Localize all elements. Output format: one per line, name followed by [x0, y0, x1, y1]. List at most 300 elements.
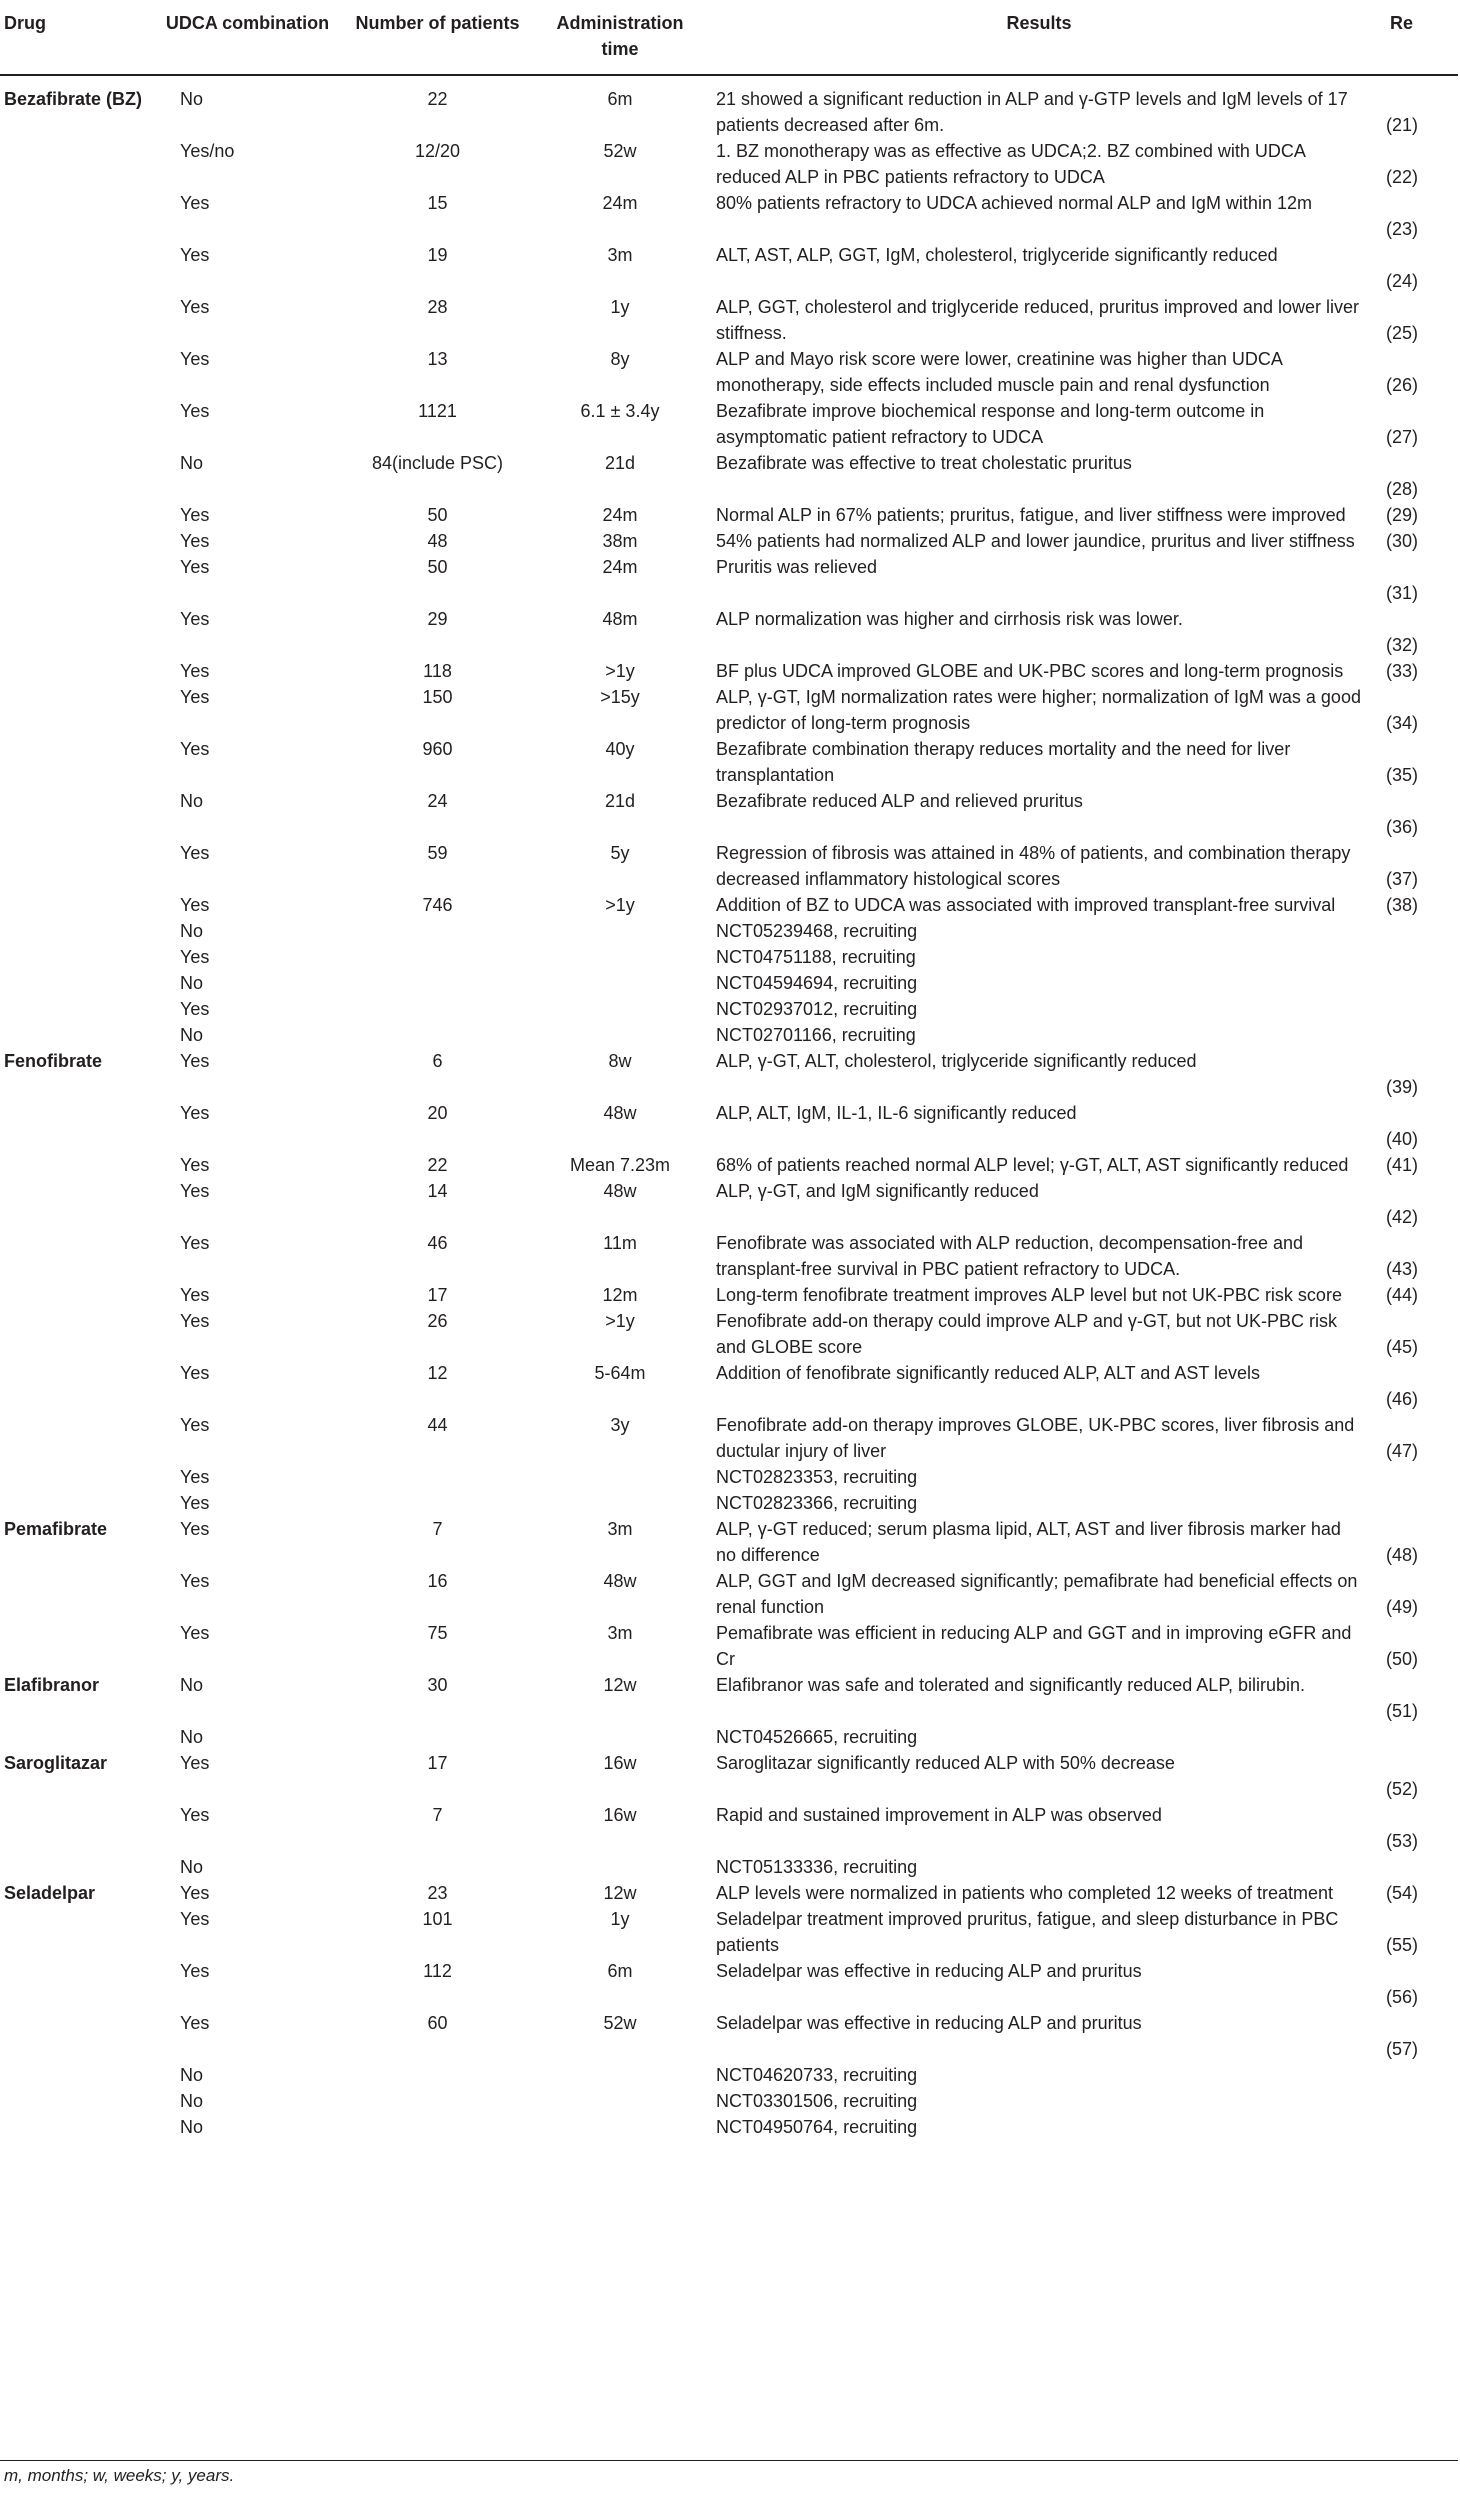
udca-combination-cell: Yes [180, 1909, 210, 1929]
administration-time-cell [530, 996, 710, 1022]
udca-combination-cell: Yes [180, 895, 210, 915]
table-row [0, 1620, 1458, 1672]
results-cell: Addition of fenofibrate significantly reduced ALP, ALT and AST levels [716, 1363, 1261, 1383]
results-cell: Normal ALP in 67% patients; pruritus, fatigue, and liver stiffness were improved [716, 505, 1346, 525]
udca-combination-cell: Yes [180, 1623, 210, 1643]
results-cell: Elafibranor was safe and tolerated and significantly reduced ALP, bilirubin. [716, 1675, 1306, 1695]
administration-time-cell: >1y [605, 661, 635, 681]
results-cell: NCT02937012, recruiting [716, 999, 918, 1019]
footer-divider [0, 2460, 1458, 2461]
number-of-patients-cell: 960 [422, 739, 453, 759]
udca-combination-cell: Yes [180, 947, 210, 967]
drug-cell [0, 996, 150, 1022]
results-cell: Pemafibrate was efficient in reducing ALP and GGT and in improving eGFR and Cr [716, 1623, 1352, 1669]
administration-time-cell: 12w [603, 1675, 637, 1695]
table-row [0, 502, 1458, 528]
number-of-patients-cell: 17 [427, 1753, 448, 1773]
number-of-patients-cell: 22 [427, 89, 448, 109]
results-cell: NCT02701166, recruiting [716, 1025, 916, 1045]
reference-cell [1368, 918, 1458, 944]
results-cell: Bezafibrate reduced ALP and relieved pruritus [716, 791, 1083, 811]
udca-combination-cell: Yes [180, 505, 210, 525]
number-of-patients-cell: 23 [427, 1883, 448, 1903]
table-row [0, 840, 1458, 892]
reference-cell: (38) [1386, 895, 1419, 915]
number-of-patients-cell: 48 [427, 531, 448, 551]
drug-cell [0, 2062, 150, 2088]
number-of-patients-cell: 29 [427, 609, 448, 629]
reference-cell: (36) [1386, 817, 1419, 837]
number-of-patients-cell: 7 [432, 1519, 443, 1539]
administration-time-cell: 52w [603, 141, 637, 161]
drug-cell [0, 736, 150, 788]
udca-combination-cell: Yes [180, 1363, 210, 1383]
table-row [0, 1906, 1458, 1958]
number-of-patients-cell: 50 [427, 505, 448, 525]
table-row [0, 1152, 1458, 1178]
udca-combination-cell: Yes [180, 1493, 210, 1513]
results-cell: ALT, AST, ALP, GGT, IgM, cholesterol, triglyceride significantly reduced [716, 245, 1278, 265]
header-drug: Drug [4, 13, 46, 33]
results-cell: Seladelpar treatment improved pruritus, fatigue, and sleep disturbance in PBC patients [716, 1909, 1339, 1955]
administration-time-cell: 5-64m [594, 1363, 646, 1383]
results-cell: ALP, GGT, cholesterol and triglyceride reduced, pruritus improved and lower liver stiffness. [716, 297, 1359, 343]
administration-time-cell: 40y [605, 739, 635, 759]
administration-time-cell: 3m [607, 1519, 633, 1539]
table-row [0, 2062, 1458, 2088]
table-row [0, 1750, 1458, 1802]
reference-cell [1368, 996, 1458, 1022]
number-of-patients-cell [345, 1854, 530, 1880]
drug-cell [0, 294, 150, 346]
table-row [0, 1360, 1458, 1412]
administration-time-cell [530, 970, 710, 996]
drug-cell [0, 190, 150, 242]
number-of-patients-cell [345, 1490, 530, 1516]
drug-cell [0, 684, 150, 736]
reference-cell: (52) [1386, 1779, 1419, 1799]
reference-cell: (30) [1386, 531, 1419, 551]
number-of-patients-cell [345, 944, 530, 970]
number-of-patients-cell: 22 [427, 1155, 448, 1175]
drug-cell [0, 1958, 150, 2010]
reference-cell [1368, 944, 1458, 970]
number-of-patients-cell: 50 [427, 557, 448, 577]
results-cell: Bezafibrate was effective to treat cholestatic pruritus [716, 453, 1132, 473]
administration-time-cell [530, 1724, 710, 1750]
results-cell: 80% patients refractory to UDCA achieved normal ALP and IgM within 12m [716, 193, 1312, 213]
reference-cell [1368, 970, 1458, 996]
table-row [0, 1048, 1458, 1100]
udca-combination-cell: No [180, 89, 204, 109]
udca-combination-cell: Yes [180, 1181, 210, 1201]
administration-time-cell: 6m [607, 89, 633, 109]
administration-time-cell: 24m [602, 505, 638, 525]
table-row [0, 996, 1458, 1022]
administration-time-cell: >15y [600, 687, 640, 707]
udca-combination-cell: Yes [180, 1051, 210, 1071]
results-cell: Saroglitazar significantly reduced ALP with 50% decrease [716, 1753, 1175, 1773]
udca-combination-cell: Yes [180, 1415, 210, 1435]
table-row [0, 1880, 1458, 1906]
administration-time-cell: 16w [603, 1805, 637, 1825]
reference-cell: (29) [1386, 505, 1419, 525]
udca-combination-cell: Yes [180, 1753, 210, 1773]
administration-time-cell: 6.1 ± 3.4y [580, 401, 660, 421]
udca-combination-cell: Yes [180, 1311, 210, 1331]
header-number-of-patients: Number of patients [355, 13, 520, 33]
drug-cell [0, 1100, 150, 1152]
udca-combination-cell: Yes [180, 609, 210, 629]
table-header-row [0, 0, 1458, 75]
number-of-patients-cell: 26 [427, 1311, 448, 1331]
reference-cell: (56) [1386, 1987, 1419, 2007]
results-cell: Regression of fibrosis was attained in 48% of patients, and combination therapy decreased inflammatory histological scores [716, 843, 1351, 889]
results-cell: 21 showed a significant reduction in ALP and γ-GTP levels and IgM levels of 17 patients decreased after 6m. [716, 89, 1348, 135]
number-of-patients-cell: 19 [427, 245, 448, 265]
table-row [0, 1568, 1458, 1620]
results-cell: Bezafibrate combination therapy reduces mortality and the need for liver transplantation [716, 739, 1291, 785]
table-row [0, 1178, 1458, 1230]
drug-cell [0, 1490, 150, 1516]
reference-cell: (46) [1386, 1389, 1419, 1409]
administration-time-cell: 3y [610, 1415, 630, 1435]
table-row [0, 1282, 1458, 1308]
reference-cell: (47) [1386, 1441, 1419, 1461]
table-row [0, 1802, 1458, 1854]
number-of-patients-cell: 150 [422, 687, 453, 707]
reference-cell: (55) [1386, 1935, 1419, 1955]
udca-combination-cell: Yes [180, 245, 210, 265]
results-cell: Pruritis was relieved [716, 557, 878, 577]
results-cell: Fenofibrate add-on therapy improves GLOBE, UK-PBC scores, liver fibrosis and ductular injury of liver [716, 1415, 1355, 1461]
number-of-patients-cell: 84(include PSC) [371, 453, 504, 473]
administration-time-cell: Mean 7.23m [569, 1155, 671, 1175]
udca-combination-cell: Yes [180, 1961, 210, 1981]
udca-combination-cell: No [180, 2065, 204, 2085]
administration-time-cell: 16w [603, 1753, 637, 1773]
table-row [0, 398, 1458, 450]
number-of-patients-cell [345, 996, 530, 1022]
administration-time-cell [530, 1464, 710, 1490]
table-row [0, 1854, 1458, 1880]
table-row [0, 2088, 1458, 2114]
table-row [0, 1308, 1458, 1360]
drug-cell [0, 1282, 150, 1308]
table-row [0, 294, 1458, 346]
administration-time-cell: 8w [608, 1051, 632, 1071]
drug-cell: Seladelpar [4, 1883, 96, 1903]
udca-combination-cell: No [180, 1675, 204, 1695]
table-row [0, 1100, 1458, 1152]
number-of-patients-cell [345, 1022, 530, 1048]
results-cell: ALP, γ-GT, and IgM significantly reduced [716, 1181, 1039, 1201]
number-of-patients-cell [345, 1464, 530, 1490]
results-cell: NCT05133336, recruiting [716, 1857, 918, 1877]
drug-cell [0, 502, 150, 528]
number-of-patients-cell: 46 [427, 1233, 448, 1253]
administration-time-cell: 24m [602, 557, 638, 577]
results-cell: NCT04526665, recruiting [716, 1727, 918, 1747]
results-cell: Fenofibrate add-on therapy could improve ALP and γ-GT, but not UK-PBC risk and GLOBE score [716, 1311, 1337, 1357]
reference-cell: (51) [1386, 1701, 1419, 1721]
drug-cell [0, 658, 150, 684]
administration-time-cell: 8y [610, 349, 630, 369]
number-of-patients-cell: 15 [427, 193, 448, 213]
table-row [0, 1516, 1458, 1568]
administration-time-cell: 48m [602, 609, 638, 629]
administration-time-cell [530, 1022, 710, 1048]
administration-time-cell: 1y [610, 297, 630, 317]
header-administration-time: Administration time [556, 13, 684, 59]
drug-cell [0, 2114, 150, 2140]
administration-time-cell: 24m [602, 193, 638, 213]
number-of-patients-cell: 17 [427, 1285, 448, 1305]
drug-cell [0, 1412, 150, 1464]
results-cell: NCT04751188, recruiting [716, 947, 916, 967]
drug-cell [0, 1906, 150, 1958]
udca-combination-cell: Yes [180, 349, 210, 369]
number-of-patients-cell: 746 [422, 895, 453, 915]
udca-combination-cell: Yes [180, 1155, 210, 1175]
administration-time-cell: 6m [607, 1961, 633, 1981]
reference-cell [1368, 1464, 1458, 1490]
results-cell: Long-term fenofibrate treatment improves ALP level but not UK-PBC risk score [716, 1285, 1342, 1305]
drug-cell [0, 1308, 150, 1360]
number-of-patients-cell: 16 [427, 1571, 448, 1591]
udca-combination-cell: Yes [180, 1519, 210, 1539]
drug-cell [0, 2010, 150, 2062]
administration-time-cell: 3m [607, 245, 633, 265]
reference-cell: (57) [1386, 2039, 1419, 2059]
results-cell: Seladelpar was effective in reducing ALP and pruritus [716, 1961, 1142, 1981]
administration-time-cell [530, 918, 710, 944]
udca-combination-cell: No [180, 453, 204, 473]
drug-cell [0, 398, 150, 450]
number-of-patients-cell: 101 [422, 1909, 453, 1929]
results-cell: ALP, γ-GT, ALT, cholesterol, triglyceride significantly reduced [716, 1051, 1197, 1071]
udca-combination-cell: Yes [180, 297, 210, 317]
reference-cell: (28) [1386, 479, 1419, 499]
table-row [0, 1464, 1458, 1490]
number-of-patients-cell [345, 2114, 530, 2140]
table-row [0, 2010, 1458, 2062]
administration-time-cell: 12w [603, 1883, 637, 1903]
table-row [0, 1490, 1458, 1516]
number-of-patients-cell: 75 [427, 1623, 448, 1643]
udca-combination-cell: Yes [180, 401, 210, 421]
results-cell: BF plus UDCA improved GLOBE and UK-PBC scores and long-term prognosis [716, 661, 1344, 681]
drug-cell [0, 918, 150, 944]
reference-cell: (24) [1386, 271, 1419, 291]
number-of-patients-cell: 12 [427, 1363, 448, 1383]
table-row [0, 242, 1458, 294]
table-row [0, 346, 1458, 398]
table-footnote: m, months; w, weeks; y, years. [4, 2466, 235, 2485]
table-row [0, 1958, 1458, 2010]
udca-combination-cell: No [180, 921, 204, 941]
reference-cell: (45) [1386, 1337, 1419, 1357]
table-row [0, 190, 1458, 242]
results-cell: ALP, γ-GT reduced; serum plasma lipid, ALT, AST and liver fibrosis marker had no difference [716, 1519, 1341, 1565]
number-of-patients-cell: 30 [427, 1675, 448, 1695]
number-of-patients-cell: 44 [427, 1415, 448, 1435]
results-cell: Addition of BZ to UDCA was associated with improved transplant-free survival [716, 895, 1336, 915]
drug-cell [0, 528, 150, 554]
reference-cell: (49) [1386, 1597, 1419, 1617]
table-row [0, 970, 1458, 996]
udca-combination-cell: Yes [180, 193, 210, 213]
results-cell: 1. BZ monotherapy was as effective as UDCA;2. BZ combined with UDCA reduced ALP in PBC patients refractory to UDCA [716, 141, 1305, 187]
drug-cell [0, 606, 150, 658]
number-of-patients-cell [345, 2088, 530, 2114]
results-cell: ALP, ALT, IgM, IL-1, IL-6 significantly reduced [716, 1103, 1077, 1123]
header-udca-combination: UDCA combination [165, 13, 330, 33]
table-row [0, 788, 1458, 840]
udca-combination-cell: Yes [180, 1571, 210, 1591]
drug-cell [0, 840, 150, 892]
drug-cell [0, 346, 150, 398]
udca-combination-cell: No [180, 973, 204, 993]
reference-cell: (23) [1386, 219, 1419, 239]
number-of-patients-cell [345, 2062, 530, 2088]
udca-combination-cell: No [180, 1727, 204, 1747]
table-row [0, 450, 1458, 502]
reference-cell [1368, 1854, 1458, 1880]
drug-cell [0, 1178, 150, 1230]
results-cell: NCT04950764, recruiting [716, 2117, 918, 2137]
number-of-patients-cell [345, 918, 530, 944]
table-row [0, 736, 1458, 788]
table-row [0, 606, 1458, 658]
reference-cell: (54) [1386, 1883, 1419, 1903]
number-of-patients-cell: 24 [427, 791, 448, 811]
udca-combination-cell: Yes [180, 1103, 210, 1123]
table-row [0, 554, 1458, 606]
drug-cell [0, 450, 150, 502]
drug-cell [0, 944, 150, 970]
administration-time-cell [530, 2088, 710, 2114]
reference-cell: (34) [1386, 713, 1419, 733]
drug-cell [0, 1230, 150, 1282]
drug-cell: Pemafibrate [4, 1519, 108, 1539]
drug-cell [0, 1360, 150, 1412]
administration-time-cell: 21d [604, 791, 636, 811]
results-cell: NCT02823353, recruiting [716, 1467, 918, 1487]
results-cell: ALP, γ-GT, IgM normalization rates were higher; normalization of IgM was a good predictor of long-term prognosis [716, 687, 1361, 733]
results-cell: ALP, GGT and IgM decreased significantly; pemafibrate had beneficial effects on renal function [716, 1571, 1358, 1617]
udca-combination-cell: No [180, 1857, 204, 1877]
administration-time-cell [530, 944, 710, 970]
table-row [0, 1412, 1458, 1464]
administration-time-cell: 5y [610, 843, 630, 863]
number-of-patients-cell [345, 970, 530, 996]
reference-cell: (22) [1386, 167, 1419, 187]
udca-combination-cell: Yes [180, 1883, 210, 1903]
results-cell: Rapid and sustained improvement in ALP was observed [716, 1805, 1162, 1825]
table-row [0, 892, 1458, 918]
udca-combination-cell: No [180, 1025, 204, 1045]
results-cell: NCT05239468, recruiting [716, 921, 918, 941]
results-cell: 54% patients had normalized ALP and lower jaundice, pruritus and liver stiffness [716, 531, 1355, 551]
number-of-patients-cell [345, 1724, 530, 1750]
number-of-patients-cell: 1121 [418, 401, 457, 421]
administration-time-cell: 21d [604, 453, 636, 473]
results-cell: 68% of patients reached normal ALP level; γ-GT, ALT, AST significantly reduced [716, 1155, 1349, 1175]
udca-combination-cell: Yes [180, 739, 210, 759]
reference-cell: (32) [1386, 635, 1419, 655]
results-cell: NCT02823366, recruiting [716, 1493, 918, 1513]
drug-cell [0, 1022, 150, 1048]
udca-combination-cell: Yes [180, 1467, 210, 1487]
table-row [0, 2114, 1458, 2140]
reference-cell: (33) [1386, 661, 1419, 681]
results-cell: NCT04594694, recruiting [716, 973, 918, 993]
reference-cell: (50) [1386, 1649, 1419, 1669]
reference-cell [1368, 1490, 1458, 1516]
results-cell: Bezafibrate improve biochemical response and long-term outcome in asymptomatic patient refractory to UDCA [716, 401, 1265, 447]
drug-cell [0, 554, 150, 606]
drug-cell: Saroglitazar [4, 1753, 108, 1773]
results-cell: ALP levels were normalized in patients who completed 12 weeks of treatment [716, 1883, 1333, 1903]
administration-time-cell: >1y [605, 895, 635, 915]
reference-cell: (41) [1386, 1155, 1419, 1175]
udca-combination-cell: Yes [180, 843, 210, 863]
table-row [0, 944, 1458, 970]
drug-cell [0, 1802, 150, 1854]
table-row [0, 528, 1458, 554]
administration-time-cell: 48w [603, 1103, 637, 1123]
drug-cell: Fenofibrate [4, 1051, 103, 1071]
drug-cell: Bezafibrate (BZ) [4, 89, 143, 109]
reference-cell: (27) [1386, 427, 1419, 447]
reference-cell: (21) [1386, 115, 1419, 135]
reference-cell: (26) [1386, 375, 1419, 395]
number-of-patients-cell: 6 [432, 1051, 443, 1071]
reference-cell: (48) [1386, 1545, 1419, 1565]
administration-time-cell [530, 2114, 710, 2140]
drug-cell [0, 788, 150, 840]
udca-combination-cell: Yes [180, 531, 210, 551]
drug-cell [0, 970, 150, 996]
results-cell: ALP and Mayo risk score were lower, creatinine was higher than UDCA monotherapy, side effects included muscle pain and renal dysfunction [716, 349, 1282, 395]
drug-cell: Elafibranor [4, 1675, 100, 1695]
udca-combination-cell: Yes [180, 661, 210, 681]
administration-time-cell: 12m [602, 1285, 638, 1305]
results-cell: Seladelpar was effective in reducing ALP and pruritus [716, 2013, 1142, 2033]
administration-time-cell [530, 1854, 710, 1880]
administration-time-cell: 11m [603, 1233, 637, 1253]
drug-cell [0, 1568, 150, 1620]
results-cell: NCT04620733, recruiting [716, 2065, 918, 2085]
drug-cell [0, 1724, 150, 1750]
administration-time-cell: 48w [603, 1571, 637, 1591]
reference-cell [1368, 2114, 1458, 2140]
number-of-patients-cell: 14 [427, 1181, 448, 1201]
udca-combination-cell: Yes [180, 1285, 210, 1305]
drug-cell [0, 892, 150, 918]
results-cell: Fenofibrate was associated with ALP reduction, decompensation-free and transplant-free survival in PBC patient refractory to UDCA. [716, 1233, 1304, 1279]
udca-combination-cell: Yes [180, 687, 210, 707]
udca-combination-cell: Yes [180, 557, 210, 577]
administration-time-cell: 1y [610, 1909, 630, 1929]
number-of-patients-cell: 13 [427, 349, 448, 369]
administration-time-cell: 38m [602, 531, 638, 551]
udca-combination-cell: Yes/no [180, 141, 235, 161]
table-row [0, 658, 1458, 684]
number-of-patients-cell: 12/20 [414, 141, 461, 161]
table-row [0, 138, 1458, 190]
